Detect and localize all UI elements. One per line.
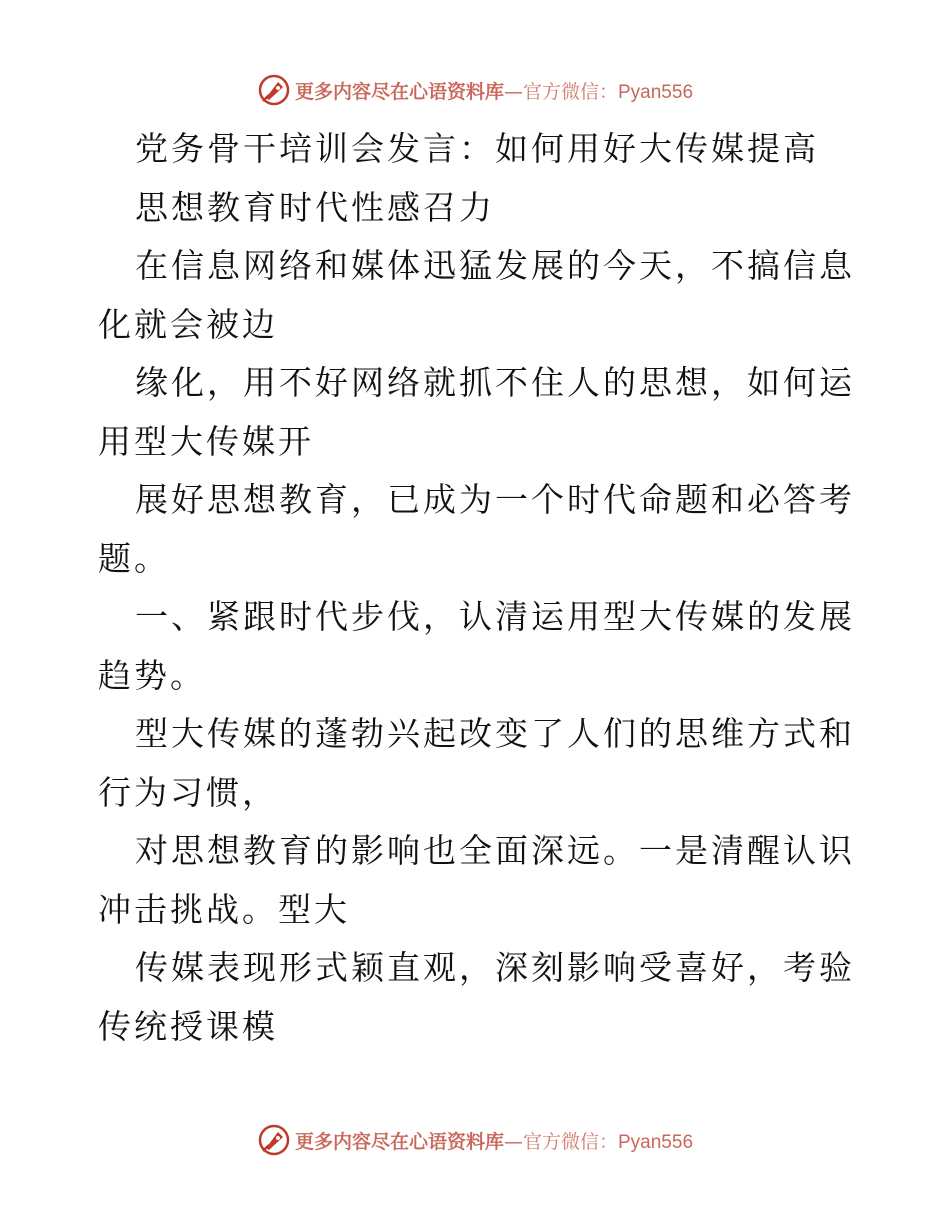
- paragraph-4: 一、紧跟时代步伐，认清运用型大传媒的发展趋势。: [98, 597, 855, 695]
- paragraph-1: 在信息网络和媒体迅猛发展的今天，不搞信息化就会被边: [98, 246, 855, 344]
- document-title: 党务骨干培训会发言：如何用好大传媒提高思想教育时代性感召力: [135, 129, 819, 227]
- paragraph-7: 传媒表现形式颖直观，深刻影响受喜好，考验传统授课模: [98, 948, 855, 1046]
- footer-wechat-label: 官方微信：: [522, 1130, 618, 1153]
- header-dash: —: [503, 80, 523, 103]
- paragraph-3: 展好思想教育，已成为一个时代命题和必答考题。: [98, 480, 855, 578]
- paragraph-5: 型大传媒的蓬勃兴起改变了人们的思维方式和行为习惯，: [98, 714, 855, 812]
- footer-dash: —: [503, 1130, 523, 1153]
- paragraph-2: 缘化，用不好网络就抓不住人的思想，如何运用型大传媒开: [98, 363, 855, 461]
- footer-banner: [0, 1120, 950, 1160]
- pen-nib-logo-icon: [257, 73, 291, 107]
- footer-brand: 更多内容尽在心语资料库: [294, 1130, 504, 1153]
- footer-wechat-id: Pyan556: [618, 1131, 694, 1153]
- paragraph-6: 对思想教育的影响也全面深远。一是清醒认识冲击挑战。型大: [98, 831, 855, 929]
- header-wechat-label: 官方微信：: [522, 80, 618, 103]
- header-wechat-id: Pyan556: [618, 81, 694, 103]
- header-brand: 更多内容尽在心语资料库: [294, 80, 504, 103]
- document-body: [98, 120, 858, 1056]
- pen-nib-logo-icon: [257, 1123, 291, 1157]
- header-banner: [0, 70, 950, 110]
